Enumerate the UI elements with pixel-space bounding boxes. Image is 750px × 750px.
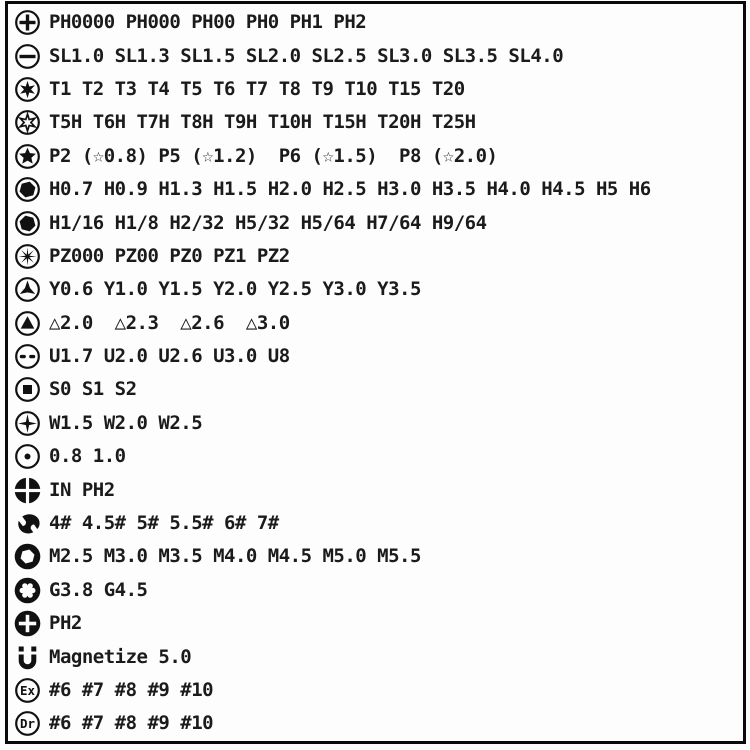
bit-row (8, 106, 743, 139)
square-circle-icon (14, 376, 41, 403)
pointed-cross-circle-icon (14, 410, 41, 437)
bit-sizes-label: G3.8 G4.5 (49, 578, 148, 601)
torx-security-star-icon (14, 109, 41, 136)
bit-sizes-label: H0.7 H0.9 H1.3 H1.5 H2.0 H2.5 H3.0 H3.5 H4.0 H4.5 H5 H6 (49, 178, 651, 201)
phillips-filled-icon (14, 610, 41, 637)
spec-frame-border (5, 1, 746, 744)
bit-sizes-label: 4# 4.5# 5# 5.5# 6# 7# (49, 512, 279, 535)
bit-sizes-label: W1.5 W2.0 W2.5 (49, 411, 203, 434)
gamebit-hole-icon (14, 577, 41, 604)
bit-sizes-label: Magnetize 5.0 (49, 645, 192, 668)
bit-sizes-label: IN PH2 (49, 478, 115, 501)
quadrant-cross-icon (14, 477, 41, 504)
bit-sizes-label: P2 (☆0.8) P5 (☆1.2) P6 (☆1.5) P8 (☆2.0) (49, 144, 498, 167)
pozidriv-icon (14, 243, 41, 270)
bit-sizes-label: T5H T6H T7H T8H T9H T10H T15H T20H T25H (49, 111, 476, 134)
bit-sizes-label: S0 S1 S2 (49, 378, 137, 401)
triangle-circle-icon (14, 310, 41, 337)
tri-point-y-icon (14, 276, 41, 303)
bit-sizes-label: #6 #7 #8 #9 #10 (49, 679, 214, 701)
bit-row (8, 407, 743, 440)
dot-circle-icon (14, 443, 41, 470)
bit-sizes-label: PH2 (49, 612, 82, 635)
socket-hex-hole-icon (14, 543, 41, 570)
bit-sizes-label: △2.0 △2.3 △2.6 △3.0 (49, 311, 290, 334)
bit-sizes-label: 0.8 1.0 (49, 445, 126, 468)
bit-sizes-label: PZ000 PZ00 PZ0 PZ1 PZ2 (49, 244, 290, 267)
bit-row (8, 273, 743, 306)
bit-row (8, 473, 743, 506)
bit-row (8, 140, 743, 173)
spanner-hook-icon (14, 510, 41, 537)
bit-row (8, 340, 743, 373)
bit-row (8, 307, 743, 340)
bit-sizes-label: T1 T2 T3 T4 T5 T6 T7 T8 T9 T10 T15 T20 (49, 77, 465, 100)
bit-spec-list (8, 4, 743, 741)
phillips-circle-icon (14, 9, 41, 36)
u-type-circle-icon (14, 343, 41, 370)
bit-row (8, 640, 743, 673)
magnet-icon (14, 644, 41, 671)
bit-row (8, 173, 743, 206)
bit-row (8, 240, 743, 273)
hex-metric-icon (14, 176, 41, 203)
bit-row (8, 707, 743, 740)
bit-row (8, 440, 743, 473)
bit-row (8, 373, 743, 406)
bit-row (8, 507, 743, 540)
torx-star-icon (14, 76, 41, 103)
bit-sizes-label: H1/16 H1/8 H2/32 H5/32 H5/64 H7/64 H9/64 (49, 211, 487, 234)
bit-sizes-label: SL1.0 SL1.3 SL1.5 SL2.0 SL2.5 SL3.0 SL3.5 SL4.0 (49, 44, 564, 67)
bit-sizes-label: M2.5 M3.0 M3.5 M4.0 M4.5 M5.0 M5.5 (49, 545, 421, 568)
svg-text:Ex: Ex (19, 682, 36, 698)
bit-row (8, 6, 743, 39)
bit-row (8, 574, 743, 607)
bit-row (8, 206, 743, 239)
slotted-circle-icon (14, 43, 41, 70)
bit-row (8, 607, 743, 640)
pentalobe-star-icon (14, 143, 41, 170)
svg-text:Dr: Dr (19, 716, 36, 732)
hex-imperial-icon (14, 210, 41, 237)
dr-circle-icon (14, 710, 41, 737)
bit-sizes-label: #6 #7 #8 #9 #10 (49, 712, 214, 735)
bit-row (8, 540, 743, 573)
ex-circle-icon (14, 677, 41, 704)
bit-sizes-label: Y0.6 Y1.0 Y1.5 Y2.0 Y2.5 Y3.0 Y3.5 (49, 278, 421, 301)
bit-row (8, 674, 743, 707)
bit-sizes-label: PH0000 PH000 PH00 PH0 PH1 PH2 (49, 11, 367, 34)
bit-sizes-label: U1.7 U2.0 U2.6 U3.0 U8 (49, 345, 290, 368)
bit-row (8, 39, 743, 72)
bit-row (8, 73, 743, 106)
